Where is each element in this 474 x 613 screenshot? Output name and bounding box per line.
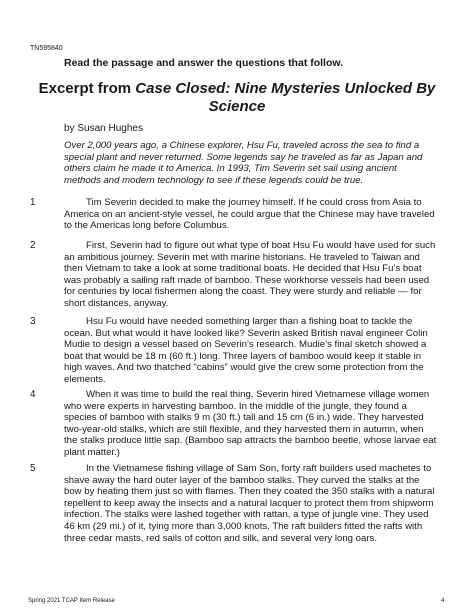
paragraph-5 bbox=[64, 463, 438, 544]
paragraph-text: When it was time to build the real thing, Severin hired Vietnamese village women who were experts in harvesting bamboo. In the middle of the jungle, they found a species of bamboo with stalks 9 m (30 ft.) tall and 15 cm (6 in.) wide. They harvested two-year-old stalks, which are still flexible, and they harvested them in autumn, when the stalks produce little sap. (Bamboo sap attracts the bamboo beetle, whose larvae eat plant matter.) bbox=[64, 389, 437, 458]
footer-release-label: Spring 2021 TCAP Item Release bbox=[28, 598, 115, 604]
paragraph-text: Tim Severin decided to make the journey himself. If he could cross from Asia to America on an ancient-style vessel, he could argue that the Chinese may have traveled to the Americas long before Columbus. bbox=[64, 197, 435, 232]
page-number: 4 bbox=[441, 598, 445, 604]
instruction-text: Read the passage and answer the questions that follow. bbox=[64, 57, 344, 69]
paragraph-1 bbox=[64, 197, 438, 232]
intro-paragraph: Over 2,000 years ago, a Chinese explorer, Hsu Fu, traveled across the sea to find a special plant and never returned. Some legends say he traveled as far as Japan and others claim he made it to America. In 1993, Tim Severin set sail using ancient methods and modern technology to see if these legends could be true. bbox=[64, 140, 423, 186]
paragraph-2 bbox=[64, 240, 438, 310]
paragraph-number: 2 bbox=[30, 240, 36, 251]
title-italic: Case Closed: Nine Mysteries Unlocked By Science bbox=[135, 80, 436, 115]
paragraph-number: 5 bbox=[30, 463, 36, 474]
document-code: TN595840 bbox=[30, 45, 63, 52]
paragraph-number: 4 bbox=[30, 389, 36, 400]
paragraph-text: Hsu Fu would have needed something larger than a fishing boat to tackle the ocean. But what would it have looked like? Severin asked British naval engineer Colin Mudie to design a vessel based on Severin’s research. Mudie’s final sketch showed a boat that would be 18 m (60 ft.) long. Three layers of bamboo would keep it stable in high waves. And two thatched “cabins” would give the crew some protection from the elements. bbox=[64, 316, 428, 385]
paragraph-text: In the Vietnamese fishing village of Sam Son, forty raft builders used machetes to shave away the hard outer layer of the bamboo stalks. They curved the stalks at the bow by heating them just so with flames. Then they coated the 350 stalks with a natural repellent to keep away the insects and a natural lacquer to protect them from shipworm infection. The stalks were lashed together with rattan, a type of jungle vine. They used 46 km (29 mi.) of it, tying more than 3,000 knots. The raft builders fitted the rafts with three cedar masts, red sails of cotton and silk, and several very long oars. bbox=[64, 463, 435, 544]
paragraph-text: First, Severin had to figure out what type of boat Hsu Fu would have used for such an ambitious journey. Severin met with marine historians. He traveled to Taiwan and then Vietnam to take a look at some traditional boats. He decided that Hsu Fu’s boat was probably a sailing raft made of bamboo. These workhorse vessels had been used for centuries by local fishermen along the coast. They were sturdy and reliable — for short distances, anyway. bbox=[64, 240, 436, 309]
byline: by Susan Hughes bbox=[64, 123, 143, 134]
passage-title bbox=[30, 80, 444, 116]
paragraph-4 bbox=[64, 389, 438, 459]
paragraph-number: 1 bbox=[30, 197, 36, 208]
paragraph-3 bbox=[64, 316, 438, 386]
title-prefix: Excerpt from bbox=[38, 80, 136, 97]
paragraph-number: 3 bbox=[30, 316, 36, 327]
